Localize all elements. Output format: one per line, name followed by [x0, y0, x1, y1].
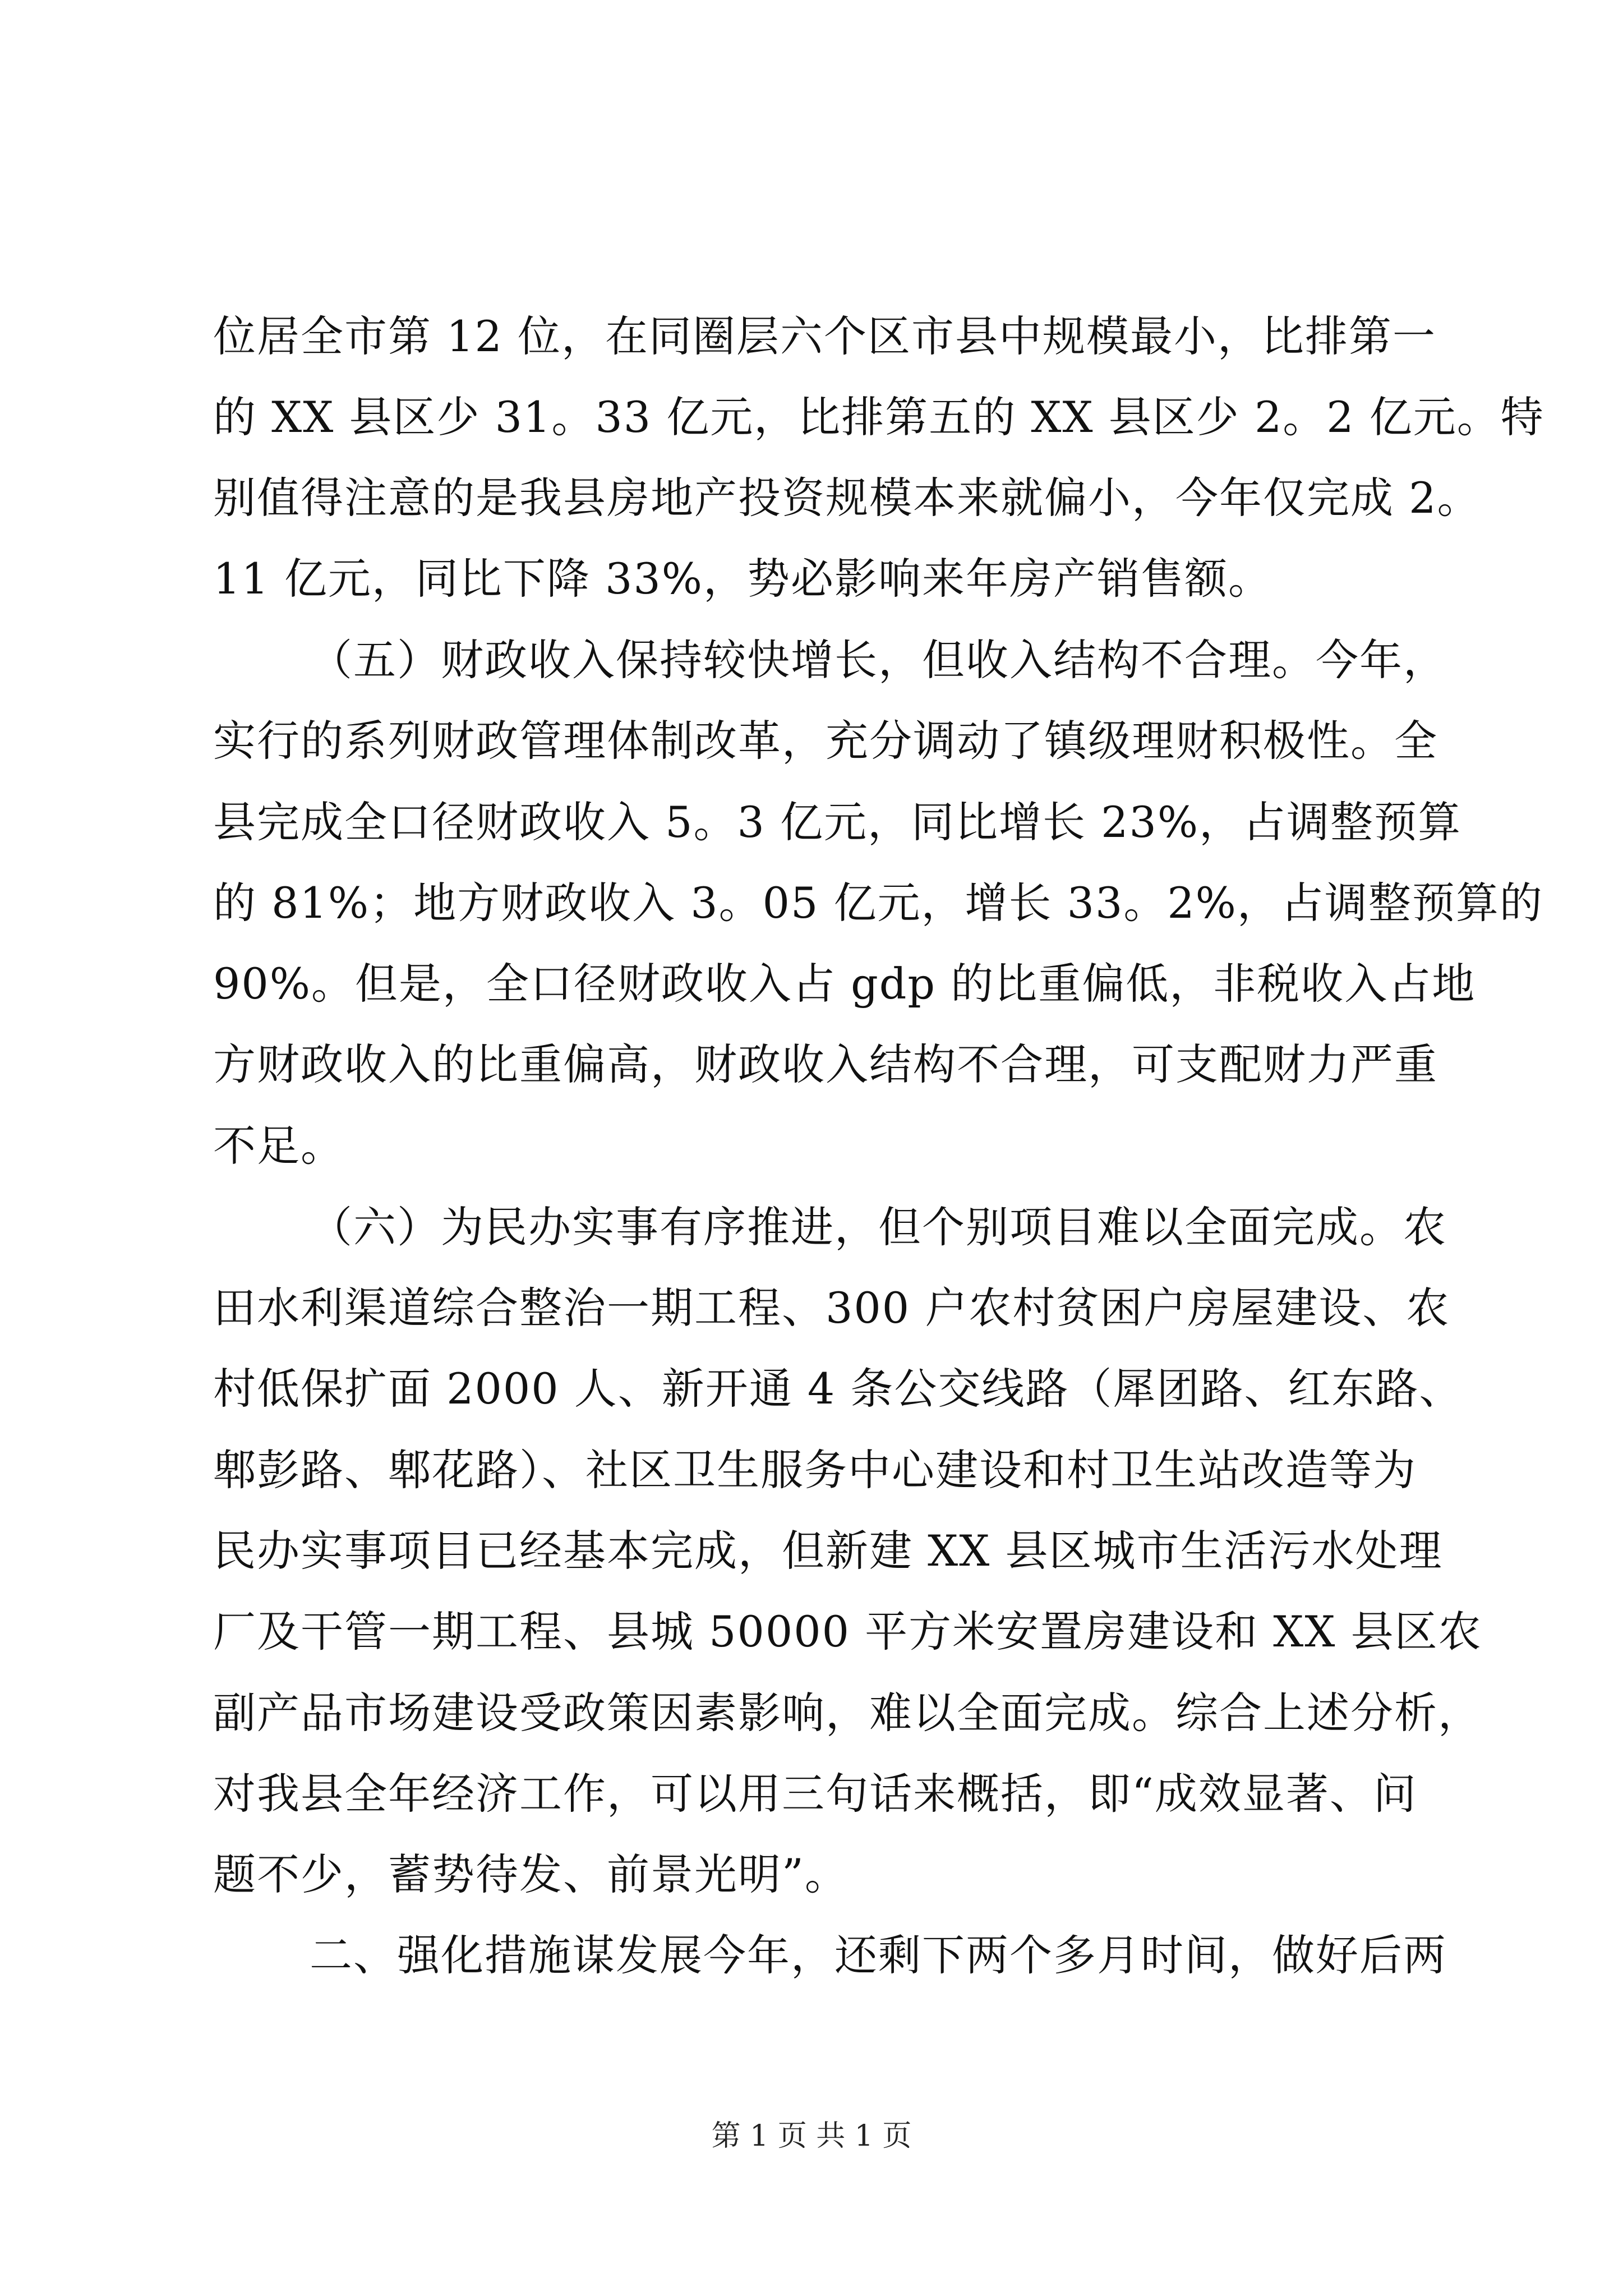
text-line: 90%。但是，全口径财政收入占 gdp 的比重偏低，非税收入占地 [213, 959, 1476, 1009]
page-number-footer: 第 1 页 共 1 页 [711, 2119, 912, 2153]
text-line: 方财政收入的比重偏高，财政收入结构不合理，可支配财力严重 [213, 1039, 1438, 1089]
text-line: 田水利渠道综合整治一期工程、300 户农村贫困户房屋建设、农 [213, 1283, 1450, 1333]
text-line: 位居全市第 12 位，在同圈层六个区市县中规模最小，比排第一 [213, 311, 1437, 361]
text-line: 郫彭路、郫花路）、社区卫生服务中心建设和村卫生站改造等为 [213, 1445, 1417, 1495]
section-2-heading-line: 二、强化措施谋发展今年，还剩下两个多月时间，做好后两 [310, 1930, 1447, 1980]
text-line: 的 XX 县区少 31。33 亿元，比排第五的 XX 县区少 2。2 亿元。特 [213, 392, 1544, 442]
text-line: 县完成全口径财政收入 5。3 亿元，同比增长 23%，占调整预算 [213, 797, 1462, 847]
text-line: 民办实事项目已经基本完成，但新建 XX 县区城市生活污水处理 [213, 1526, 1443, 1576]
text-line: 村低保扩面 2000 人、新开通 4 条公交线路（犀团路、红东路、 [213, 1364, 1463, 1414]
text-line: 副产品市场建设受政策因素影响，难以全面完成。综合上述分析， [213, 1688, 1482, 1738]
text-line: 实行的系列财政管理体制改革，充分调动了镇级理财积极性。全 [213, 716, 1438, 766]
text-line: 的 81%；地方财政收入 3。05 亿元，增长 33。2%，占调整预算的 [213, 878, 1543, 928]
text-line: 厂及干管一期工程、县城 50000 平方米安置房建设和 XX 县区农 [213, 1607, 1482, 1657]
text-line: 不足。 [213, 1121, 344, 1171]
text-line: 对我县全年经济工作，可以用三句话来概括，即“成效显著、问 [213, 1769, 1417, 1819]
paragraph-6-heading-line: （六）为民办实事有序推进，但个别项目难以全面完成。农 [310, 1202, 1447, 1252]
text-line: 11 亿元，同比下降 33%，势必影响来年房产销售额。 [213, 554, 1272, 604]
paragraph-5-heading-line: （五）财政收入保持较快增长，但收入结构不合理。今年， [310, 635, 1447, 685]
text-line: 题不少，蓄势待发、前景光明”。 [213, 1849, 849, 1899]
text-line: 别值得注意的是我县房地产投资规模本来就偏小，今年仅完成 2。 [213, 473, 1481, 523]
